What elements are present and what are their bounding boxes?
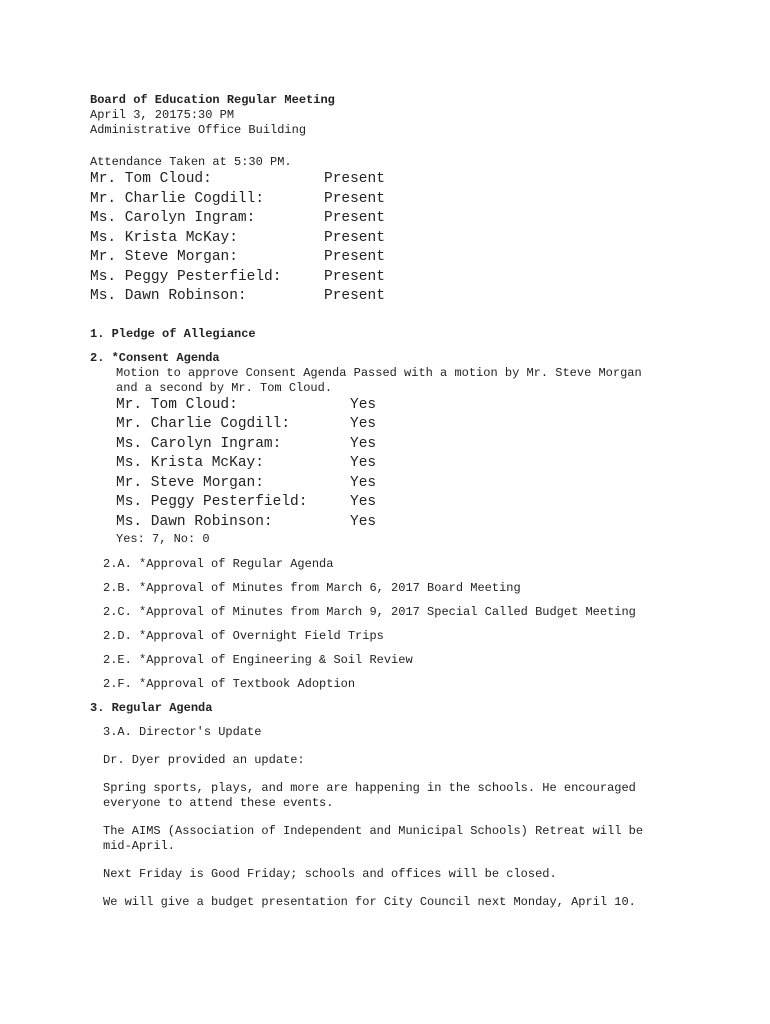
consent-vote-list [116,396,730,533]
member-status: Present [324,190,385,207]
vote-value: Yes [350,396,377,413]
paragraph-line: Spring sports, plays, and more are happening in the schools. He encouraged [103,781,636,795]
vote-value: Yes [350,513,377,530]
attendance-row [90,248,730,268]
consent-motion-line2: and a second by Mr. Tom Cloud. [116,380,333,395]
member-name: Ms. Carolyn Ingram: [90,210,256,226]
subitem-2f: 2.F. *Approval of Textbook Adoption [103,677,356,691]
vote-row [116,396,730,416]
voter-name: Mr. Steve Morgan: [116,474,264,491]
voter-name: Ms. Peggy Pesterfield: [116,494,308,510]
document-page [90,93,730,910]
vote-value: Yes [350,494,377,510]
vote-value: Yes [350,435,377,452]
attendance-row [90,268,730,288]
update-intro: Dr. Dyer provided an update: [103,753,305,767]
member-name: Ms. Peggy Pesterfield: [90,268,282,285]
attendance-row [90,170,730,190]
member-name: Ms. Dawn Robinson: [90,288,247,304]
member-status: Present [324,210,385,226]
subitem-2e: 2.E. *Approval of Engineering & Soil Review [103,653,413,667]
vote-row [116,493,730,513]
paragraph-line: The AIMS (Association of Independent and Municipal Schools) Retreat will be [103,824,644,838]
vote-value: Yes [350,455,377,471]
attendance-row [90,190,730,210]
vote-value: Yes [350,416,377,432]
member-name: Mr. Steve Morgan: [90,249,238,265]
paragraph-line: mid-April. [103,839,176,853]
subitem-2b: 2.B. *Approval of Minutes from March 6, 2017 Board Meeting [103,581,521,595]
member-status: Present [324,268,385,285]
attendance-row [90,209,730,229]
voter-name: Ms. Carolyn Ingram: [116,435,282,452]
voter-name: Ms. Krista McKay: [116,455,264,471]
meeting-location: Administrative Office Building [90,123,307,137]
attendance-row [90,287,730,307]
subitem-3a: 3.A. Director's Update [103,725,262,739]
consent-motion-line1: Motion to approve Consent Agenda Passed with a motion by Mr. Steve Morgan [116,365,642,380]
subitem-2d: 2.D. *Approval of Overnight Field Trips [103,629,384,643]
member-status: Present [324,171,385,187]
update-paragraph-1 [103,781,730,811]
attendance-label: Attendance Taken at 5:30 PM. [90,155,292,169]
update-paragraph-4: We will give a budget presentation for City Council next Monday, April 10. [103,895,636,909]
member-status: Present [324,229,385,246]
member-name: Mr. Tom Cloud: [90,171,212,187]
member-status: Present [324,288,385,304]
voter-name: Mr. Charlie Cogdill: [116,416,291,432]
paragraph-line: everyone to attend these events. [103,796,334,810]
vote-row [116,474,730,494]
subitem-2a: 2.A. *Approval of Regular Agenda [103,557,334,571]
vote-row [116,415,730,435]
meeting-datetime: April 3, 20175:30 PM [90,108,235,122]
vote-row [116,513,730,533]
meeting-title: Board of Education Regular Meeting [90,93,335,107]
subitem-2c: 2.C. *Approval of Minutes from March 9, 2017 Special Called Budget Meeting [103,605,636,619]
attendance-list [90,170,730,307]
consent-tally: Yes: 7, No: 0 [116,532,210,546]
meeting-header [90,93,730,138]
consent-subitems [103,557,730,692]
voter-name: Ms. Dawn Robinson: [116,513,273,530]
attendance-row [90,229,730,249]
voter-name: Mr. Tom Cloud: [116,396,238,413]
member-name: Mr. Charlie Cogdill: [90,190,265,207]
vote-value: Yes [350,474,377,491]
update-paragraph-2 [103,824,730,854]
item-pledge: 1. Pledge of Allegiance [90,326,256,341]
vote-row [116,435,730,455]
vote-row [116,454,730,474]
item-regular-title: 3. Regular Agenda [90,701,213,715]
update-paragraph-3: Next Friday is Good Friday; schools and offices will be closed. [103,867,557,881]
regular-body [103,725,730,910]
consent-body [116,366,730,548]
member-status: Present [324,249,385,265]
item-consent-title: 2. *Consent Agenda [90,350,220,365]
member-name: Ms. Krista McKay: [90,229,238,246]
